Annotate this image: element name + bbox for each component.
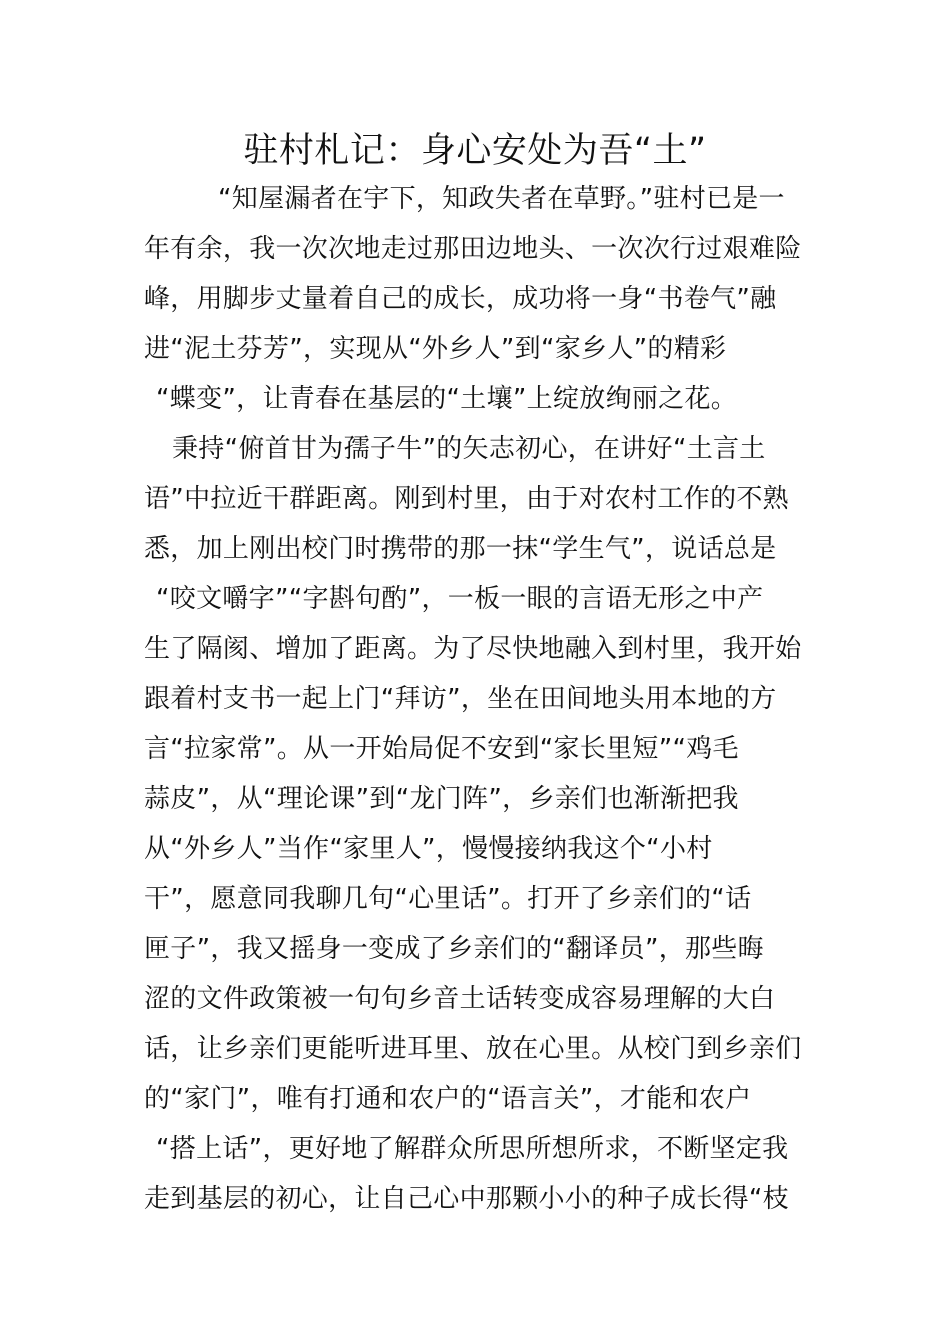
text-line: 悉，加上刚出校门时携带的那一抹“学生气”，说话总是 xyxy=(144,534,777,564)
text-line: 语”中拉近干群距离。刚到村里，由于对农村工作的不熟 xyxy=(144,484,789,514)
text-line: “搭上话”，更好地了解群众所思所想所求，不断坚定我 xyxy=(156,1134,789,1164)
text-line: 话，让乡亲们更能听进耳里、放在心里。从校门到乡亲们 xyxy=(144,1034,802,1064)
text-line: 秉持“俯首甘为孺子牛”的矢志初心，在讲好“土言土 xyxy=(172,434,766,464)
text-line: 从“外乡人”当作“家里人”，慢慢接纳我这个“小村 xyxy=(144,834,713,864)
document-title: 驻村札记：身心安处为吾“土” xyxy=(243,131,707,171)
text-line: 进“泥土芬芳”，实现从“外乡人”到“家乡人”的精彩 xyxy=(144,334,727,364)
text-line: 峰，用脚步丈量着自己的成长，成功将一身“书卷气”融 xyxy=(144,284,777,314)
text-line: “蝶变”，让青春在基层的“土壤”上绽放绚丽之花。 xyxy=(156,384,738,414)
text-line: “咬文嚼字”“字斟句酌”，一板一眼的言语无形之中产 xyxy=(156,584,764,614)
text-line: 年有余，我一次次地走过那田边地头、一次次行过艰难险 xyxy=(144,234,802,264)
text-line: 走到基层的初心，让自己心中那颗小小的种子成长得“枝 xyxy=(144,1184,789,1214)
text-line: 的“家门”，唯有打通和农户的“语言关”，才能和农户 xyxy=(144,1084,752,1114)
text-line: 蒜皮”，从“理论课”到“龙门阵”，乡亲们也渐渐把我 xyxy=(144,784,739,814)
text-line: 跟着村支书一起上门“拜访”，坐在田间地头用本地的方 xyxy=(144,684,777,714)
text-line: 涩的文件政策被一句句乡音土话转变成容易理解的大白 xyxy=(144,984,776,1014)
text-line: 生了隔阂、增加了距离。为了尽快地融入到村里，我开始 xyxy=(144,634,802,664)
text-line: 干”，愿意同我聊几句“心里话”。打开了乡亲们的“话 xyxy=(144,884,752,914)
text-line: 言“拉家常”。从一开始局促不安到“家长里短”“鸡毛 xyxy=(144,734,739,764)
text-line: 匣子”，我又摇身一变成了乡亲们的“翻译员”，那些晦 xyxy=(144,934,764,964)
text-line: “知屋漏者在宇下，知政失者在草野。”驻村已是一 xyxy=(218,184,785,214)
